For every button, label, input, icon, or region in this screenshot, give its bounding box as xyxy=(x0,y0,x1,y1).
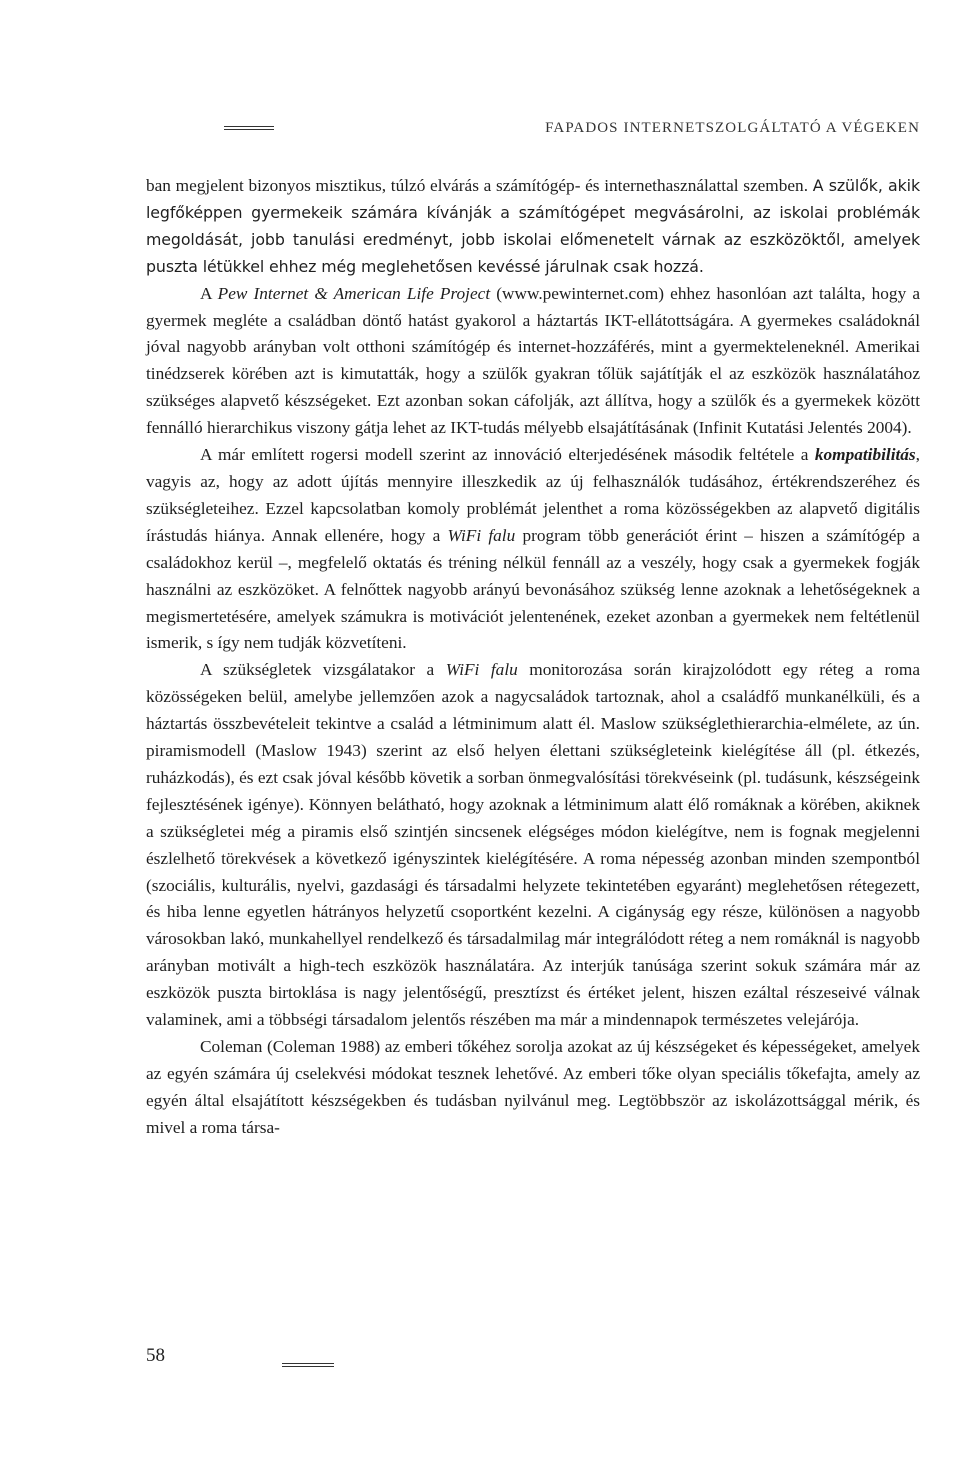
paragraph-3-text: program több generációt érint – hiszen a számítógép a családokhoz kerül –, megfelelő oktatás és tréning nélkül fennáll az a veszély, hogy csak a gyermekek fogják használni az eszközöket. A felnőttek nagyobb arányú bevonásához szükség lenne azoknak a lehetőségeknek a megismertetésére, amelyek számukra is motivációt jelentenének, ezeket azonban a gyermekek nem feltétlenül ismerik, s így nem tudják közvetíteni. xyxy=(146,525,920,653)
paragraph-2 xyxy=(146,281,920,442)
paragraph-1-serif-text: ban megjelent bizonyos misztikus, túlzó elvárás a számítógép- és internethasználattal szemben. xyxy=(146,176,813,195)
kompatibilitas-term: kompatibilitás xyxy=(814,445,916,465)
paragraph-1 xyxy=(146,173,920,281)
paragraph-3-middle: , vagyis az, hogy az adott újítás mennyire illeszkedik az új felhasználók tudásához, értékrendszeréhez és szükségleteihez. Ezzel kapcsolatban komoly problémát jelenthet a roma közösségekben az alapvető digitális írástudás hiánya. Annak ellenére, hogy a xyxy=(146,445,920,545)
pew-project-name: Pew Internet & American Life Project xyxy=(217,283,491,303)
paragraph-2-prefix: A xyxy=(200,283,218,303)
header-ornament-rule xyxy=(224,126,274,130)
page-footer xyxy=(146,1345,386,1375)
wifi-falu-term-2: WiFi falu xyxy=(445,660,518,680)
paragraph-3 xyxy=(146,442,920,657)
running-title: FAPADOS INTERNETSZOLGÁLTATÓ A VÉGEKEN xyxy=(545,120,920,136)
paragraph-4-text: monitorozása során kirajzolódott egy réteg a roma közösségeken belül, amelybe jellemzően azok a nagycsaládok tartoznak, ahol a családfő munkanélküli, és a háztartás összbevételeit tekintve a család a létminimum alatt él. Maslow szükséglethierarchia-elmélete, az ún. piramismodell (Maslow 1943) szerint az első helyen élettani szükségleteink kielégítése áll (pl. étkezés, ruházkodás), és ezt csak jóval később követik a sorban önmegvalósítási törekvéseink (pl. tudásunk, készségeink fejlesztésének igénye). Könnyen belátható, hogy azoknak a létminimum alatt élő romáknak a körében, akiknek a szükségletei még a piramis első szintjén sincsenek elégséges módon kielégítve, nem is fognak megjelenni észlelhető törekvések a következő igényszintek kielégítésére. A roma népesség azonban minden szempontból (szociális, kulturális, nyelvi, gazdasági és társadalmi helyzete tekintetében egyaránt) meglehetősen rétegezett, és hiba lenne egyetlen hátrányos helyzetű csoportként kezelni. A cigányság egy része, különösen a nagyobb városokban lakó, munkahellyel rendelkező és társadalmilag már integrálódott réteg a nem romáknál is nagyobb arányban motivált a high-tech eszközök használatára. Az interjúk tanúsága szerint sokuk számára már az eszközök puszta birtoklása is nagy jelentőségű, presztízst és értéket jelent, hiszen ezáltal részeseivé válnak valaminek, ami a többségi társadalom jelentős részében ma már a mindennapok természetes velejárója. xyxy=(146,660,920,1030)
paragraph-4 xyxy=(146,657,920,1034)
page-number: 58 xyxy=(146,1345,165,1366)
paragraph-5: Coleman (Coleman 1988) az emberi tőkéhez sorolja azokat az új készségeket és képességeket, amelyek az egyén számára új cselekvési módokat tesznek lehetővé. Az emberi tőke olyan speciális tőkefajta, amely az egyén által elsajátított készségekben és tudásban nyilvánul meg. Legtöbbször az iskolázottsággal mérik, és mivel a roma társa- xyxy=(146,1037,920,1137)
page-header xyxy=(224,120,920,142)
paragraph-1-sans-text: A szülők, akik legfőképpen gyermekeik számára kívánják a számítógépet megvásárolni, az iskolai problémák megoldását, jobb tanulási eredményt, jobb iskolai előmenetelt várnak az eszközöktől, amelyek puszta létükkel ehhez még meglehetősen kevéssé járulnak csak hozzá. xyxy=(146,176,920,276)
footer-ornament-rule xyxy=(282,1363,334,1367)
paragraph-4-prefix: A szükségletek vizsgálatakor a xyxy=(200,660,446,680)
paragraph-3-prefix: A már említett rogersi modell szerint az innováció elterjedésének második feltétele a xyxy=(200,445,815,465)
body-text xyxy=(146,173,920,1142)
paragraph-2-text: (www.pewinternet.com) ehhez hasonlóan azt találta, hogy a gyermek megléte a családban döntő hatást gyakorol a háztartás IKT-ellátottságára. A gyermekes családoknál jóval nagyobb arányban volt otthoni számítógép és internet-hozzáférés, mint a gyermekteleneknél. Amerikai tinédzserek körében azt is kimutatták, hogy a szülők gyakran tőlük sajátítják el az eszközök használatához szükséges alapvető készségeket. Ezt azonban sokan cáfolják, azt állítva, hogy a szülők és a gyermekek között fennálló hierarchikus viszony gátja lehet az IKT-tudás mélyebb elsajátításának (Infinit Kutatási Jelentés 2004). xyxy=(146,283,921,438)
wifi-falu-term: WiFi falu xyxy=(447,525,516,545)
